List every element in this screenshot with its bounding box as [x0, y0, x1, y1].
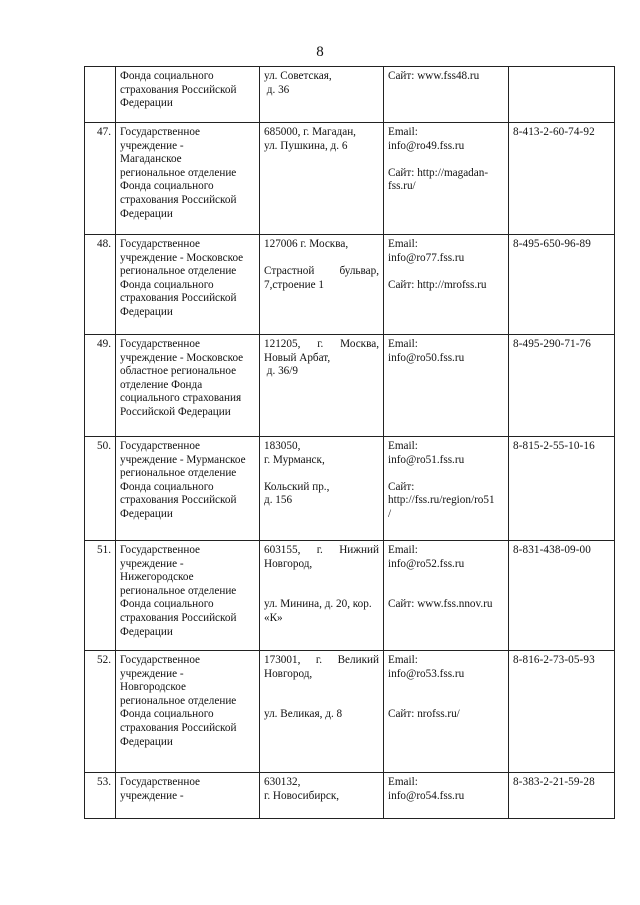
- address-line: [264, 681, 379, 695]
- table-row: [85, 235, 615, 335]
- organization-line: страхования Российской: [120, 494, 237, 507]
- contact-line: info@ro51.fss.ru: [388, 453, 465, 466]
- address-line: д. 156: [264, 494, 293, 507]
- row-number: 52.: [85, 651, 116, 773]
- organization-line: учреждение - Мурманское: [120, 453, 246, 466]
- row-number: 48.: [85, 235, 116, 335]
- row-number: 53.: [85, 773, 116, 819]
- contact-line: [388, 265, 504, 279]
- address: [260, 541, 384, 651]
- organization-line: региональное отделение: [120, 265, 237, 278]
- phone-number: 8-495-650-96-89: [509, 235, 615, 335]
- contacts: [384, 335, 509, 437]
- address-line: ул. Советская,: [264, 70, 332, 82]
- address: [260, 651, 384, 773]
- contact-line: info@ro50.fss.ru: [388, 351, 465, 364]
- address-line: 685000, г. Магадан,: [264, 126, 356, 138]
- organization-line: страхования Российской: [120, 611, 237, 624]
- phone-number: 8-413-2-60-74-92: [509, 123, 615, 235]
- row-number: 51.: [85, 541, 116, 651]
- fss-branches-table: [84, 66, 615, 819]
- organization-name: [116, 335, 260, 437]
- organization-line: Федерации: [120, 305, 173, 318]
- address-line: [264, 585, 379, 599]
- contact-line: /: [388, 507, 392, 520]
- organization-line: Российской Федерации: [120, 405, 231, 418]
- address: [260, 773, 384, 819]
- organization-line: Фонда социального: [120, 480, 214, 493]
- table-row: [85, 541, 615, 651]
- address: [260, 335, 384, 437]
- contact-line: info@ro53.fss.ru: [388, 667, 465, 680]
- row-number: 47.: [85, 123, 116, 235]
- phone-number: 8-815-2-55-10-16: [509, 437, 615, 541]
- phone-number: 8-831-438-09-00: [509, 541, 615, 651]
- address-line: Новгород,: [264, 557, 313, 570]
- phone-number: 8-383-2-21-59-28: [509, 773, 615, 819]
- organization-line: Государственное: [120, 654, 201, 666]
- organization-line: региональное отделение: [120, 694, 237, 707]
- organization-line: страхования Российской: [120, 292, 237, 305]
- address-line: 630132,: [264, 776, 301, 788]
- contact-line: Сайт: www.fss48.ru: [388, 70, 480, 82]
- address-line: 183050,: [264, 440, 301, 452]
- organization-line: Магаданское: [120, 153, 182, 166]
- address-line: д. 36/9: [264, 365, 298, 378]
- row-number: [85, 67, 116, 123]
- table-row: [85, 123, 615, 235]
- organization-line: страхования Российской: [120, 721, 237, 734]
- contacts: [384, 773, 509, 819]
- organization-line: Федерации: [120, 625, 173, 638]
- address: [260, 235, 384, 335]
- contact-line: [388, 681, 504, 695]
- organization-line: учреждение - Московское: [120, 351, 244, 364]
- contact-line: info@ro54.fss.ru: [388, 789, 465, 802]
- organization-line: Нижегородское: [120, 571, 194, 584]
- contacts: [384, 235, 509, 335]
- organization-line: Федерации: [120, 735, 173, 748]
- organization-line: Государственное: [120, 238, 201, 250]
- page-number: 8: [316, 44, 324, 60]
- organization-line: учреждение - Московское: [120, 251, 244, 264]
- organization-line: Государственное: [120, 440, 201, 452]
- address-line: г. Новосибирск,: [264, 789, 340, 802]
- organization-line: Государственное: [120, 126, 201, 138]
- organization-line: региональное отделение: [120, 166, 237, 179]
- organization-line: региональное отделение: [120, 584, 237, 597]
- contact-line: Сайт: www.fss.nnov.ru: [388, 598, 493, 611]
- organization-line: Фонда социального: [120, 70, 214, 82]
- row-number: 49.: [85, 335, 116, 437]
- phone-number: 8-495-290-71-76: [509, 335, 615, 437]
- contact-line: [388, 695, 504, 709]
- phone-number: [509, 67, 615, 123]
- table-body: [85, 67, 615, 819]
- row-number: 50.: [85, 437, 116, 541]
- address-line: ул. Пушкина, д. 6: [264, 139, 348, 152]
- contact-line: Email:: [388, 126, 418, 138]
- address-line: 121205, г. Москва,: [264, 338, 379, 350]
- organization-line: учреждение -: [120, 139, 184, 152]
- organization-line: учреждение -: [120, 557, 184, 570]
- address-line: г. Мурманск,: [264, 453, 325, 466]
- contact-line: Email:: [388, 654, 418, 666]
- contact-line: Сайт:: [388, 480, 415, 493]
- table-row: [85, 335, 615, 437]
- contact-line: Сайт: nrofss.ru/: [388, 708, 460, 721]
- address-line: [264, 252, 379, 266]
- organization-line: областное региональное: [120, 365, 237, 378]
- address-line: д. 36: [264, 83, 290, 96]
- address-line: [264, 695, 379, 709]
- organization-line: Фонда социального: [120, 278, 214, 291]
- organization-name: [116, 651, 260, 773]
- organization-line: Фонда социального: [120, 598, 214, 611]
- table-row: [85, 651, 615, 773]
- organization-line: Государственное: [120, 544, 201, 556]
- contact-line: Email:: [388, 776, 418, 788]
- contact-line: http://fss.ru/region/ro51: [388, 494, 495, 507]
- organization-line: Федерации: [120, 507, 173, 520]
- table-row: [85, 437, 615, 541]
- address: [260, 437, 384, 541]
- contacts: [384, 437, 509, 541]
- contacts: [384, 541, 509, 651]
- organization-name: [116, 235, 260, 335]
- organization-name: [116, 541, 260, 651]
- contact-line: [388, 153, 504, 167]
- address-line: 7,строение 1: [264, 278, 325, 291]
- address-line: [264, 571, 379, 585]
- contact-line: Сайт: http://mrofss.ru: [388, 278, 487, 291]
- contact-line: Email:: [388, 440, 418, 452]
- contact-line: info@ro52.fss.ru: [388, 557, 465, 570]
- contact-line: fss.ru/: [388, 180, 416, 193]
- organization-name: [116, 123, 260, 235]
- organization-line: учреждение -: [120, 667, 184, 680]
- address: [260, 123, 384, 235]
- contacts: [384, 67, 509, 123]
- table-row: [85, 773, 615, 819]
- organization-line: Государственное: [120, 776, 201, 788]
- organization-line: социального страхования: [120, 392, 242, 405]
- organization-line: отделение Фонда: [120, 378, 203, 391]
- contact-line: Email:: [388, 544, 418, 556]
- table-row: [85, 67, 615, 123]
- organization-line: Федерации: [120, 207, 173, 220]
- contacts: [384, 123, 509, 235]
- contact-line: [388, 571, 504, 585]
- organization-name: [116, 67, 260, 123]
- address-line: ул. Великая, д. 8: [264, 708, 343, 721]
- contact-line: Email:: [388, 338, 418, 350]
- contact-line: info@ro49.fss.ru: [388, 139, 465, 152]
- address-line: Кольский пр.,: [264, 480, 330, 493]
- address-line: Новгород,: [264, 667, 313, 680]
- contact-line: [388, 467, 504, 481]
- organization-line: Государственное: [120, 338, 201, 350]
- organization-line: страхования Российской: [120, 193, 237, 206]
- address-line: Страстной бульвар,: [264, 265, 379, 278]
- organization-name: [116, 437, 260, 541]
- contact-line: Сайт: http://magadan-: [388, 166, 489, 179]
- address: [260, 67, 384, 123]
- address-line: 603155, г. Нижний: [264, 544, 379, 556]
- contacts: [384, 651, 509, 773]
- contact-line: info@ro77.fss.ru: [388, 251, 465, 264]
- organization-name: [116, 773, 260, 819]
- address-line: [264, 467, 379, 481]
- organization-line: страхования Российской: [120, 83, 237, 96]
- address-line: Новый Арбат,: [264, 351, 331, 364]
- contact-line: Email:: [388, 238, 418, 250]
- organization-line: региональное отделение: [120, 467, 237, 480]
- phone-number: 8-816-2-73-05-93: [509, 651, 615, 773]
- address-line: 127006 г. Москва,: [264, 238, 349, 250]
- organization-line: Фонда социального: [120, 708, 214, 721]
- organization-line: учреждение -: [120, 789, 184, 802]
- organization-line: Федерации: [120, 97, 173, 110]
- address-line: 173001, г. Великий: [264, 654, 379, 666]
- address-line: ул. Минина, д. 20, кор.: [264, 598, 372, 611]
- contact-line: [388, 585, 504, 599]
- organization-line: Новгородское: [120, 681, 186, 694]
- organization-line: Фонда социального: [120, 180, 214, 193]
- address-line: «К»: [264, 611, 283, 624]
